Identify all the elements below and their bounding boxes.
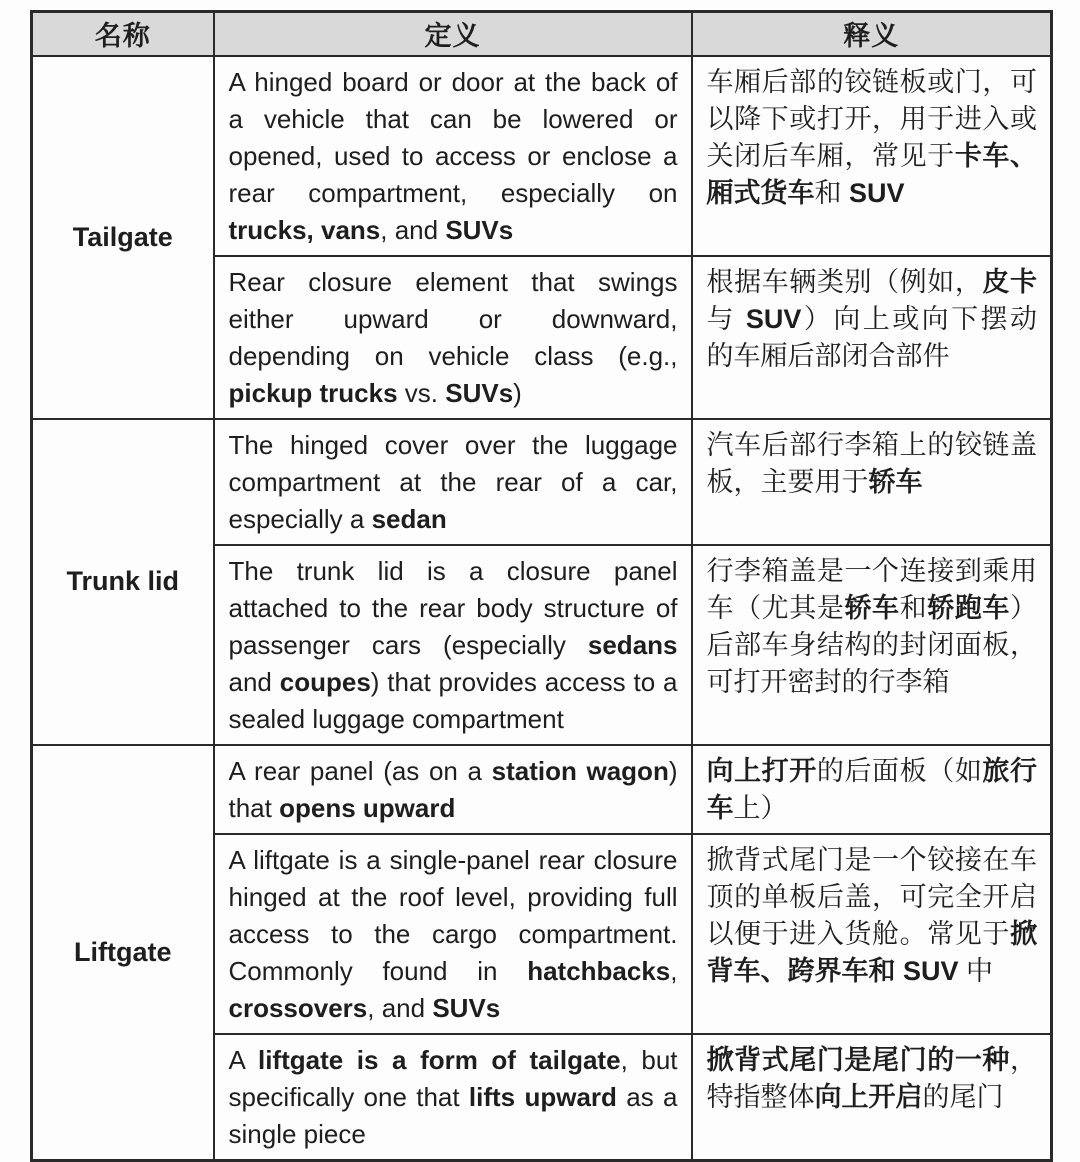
definition-cell: A liftgate is a single-panel rear closure hinged at the roof level, providing full access to the cargo compartment. Commonly found in hatchbacks, crossovers, and SUVs (214, 834, 692, 1034)
terminology-table (30, 10, 1053, 1162)
definition-cell: A hinged board or door at the back of a vehicle that can be lowered or opened, used to access or enclose a rear compartment, especially on trucks, vans, and SUVs (214, 56, 692, 256)
definition-cell: The trunk lid is a closure panel attached to the rear body structure of passenger cars (especially sedans and coupes) that provides access to a sealed luggage compartment (214, 545, 692, 745)
interpretation-cell: 掀背式尾门是一个铰接在车顶的单板后盖，可完全开启以便于进入货舱。常见于掀背车、跨界车和 SUV 中 (692, 834, 1052, 1034)
term-name-liftgate: Liftgate (32, 745, 214, 1161)
interpretation-cell: 向上打开的后面板（如旅行车上） (692, 745, 1052, 834)
definition-cell: A rear panel (as on a station wagon) that opens upward (214, 745, 692, 834)
term-name-trunk-lid: Trunk lid (32, 419, 214, 745)
table-row (32, 745, 1052, 834)
interpretation-cell: 车厢后部的铰链板或门，可以降下或打开，用于进入或关闭后车厢，常见于卡车、厢式货车和 SUV (692, 56, 1052, 256)
interpretation-cell: 掀背式尾门是尾门的一种，特指整体向上开启的尾门 (692, 1034, 1052, 1161)
header-row (32, 12, 1052, 56)
header-definition: 定义 (214, 12, 692, 56)
term-name-tailgate: Tailgate (32, 56, 214, 419)
definition-cell: A liftgate is a form of tailgate, but specifically one that lifts upward as a single piece (214, 1034, 692, 1161)
interpretation-cell: 行李箱盖是一个连接到乘用车（尤其是轿车和轿跑车）后部车身结构的封闭面板，可打开密封的行李箱 (692, 545, 1052, 745)
table-row (32, 419, 1052, 545)
header-interpretation: 释义 (692, 12, 1052, 56)
definition-cell: Rear closure element that swings either upward or downward, depending on vehicle class (e.g., pickup trucks vs. SUVs) (214, 256, 692, 419)
table-row (32, 56, 1052, 256)
interpretation-cell: 汽车后部行李箱上的铰链盖板，主要用于轿车 (692, 419, 1052, 545)
header-name: 名称 (32, 12, 214, 56)
interpretation-cell: 根据车辆类别（例如，皮卡与 SUV）向上或向下摆动的车厢后部闭合部件 (692, 256, 1052, 419)
definition-cell: The hinged cover over the luggage compartment at the rear of a car, especially a sedan (214, 419, 692, 545)
